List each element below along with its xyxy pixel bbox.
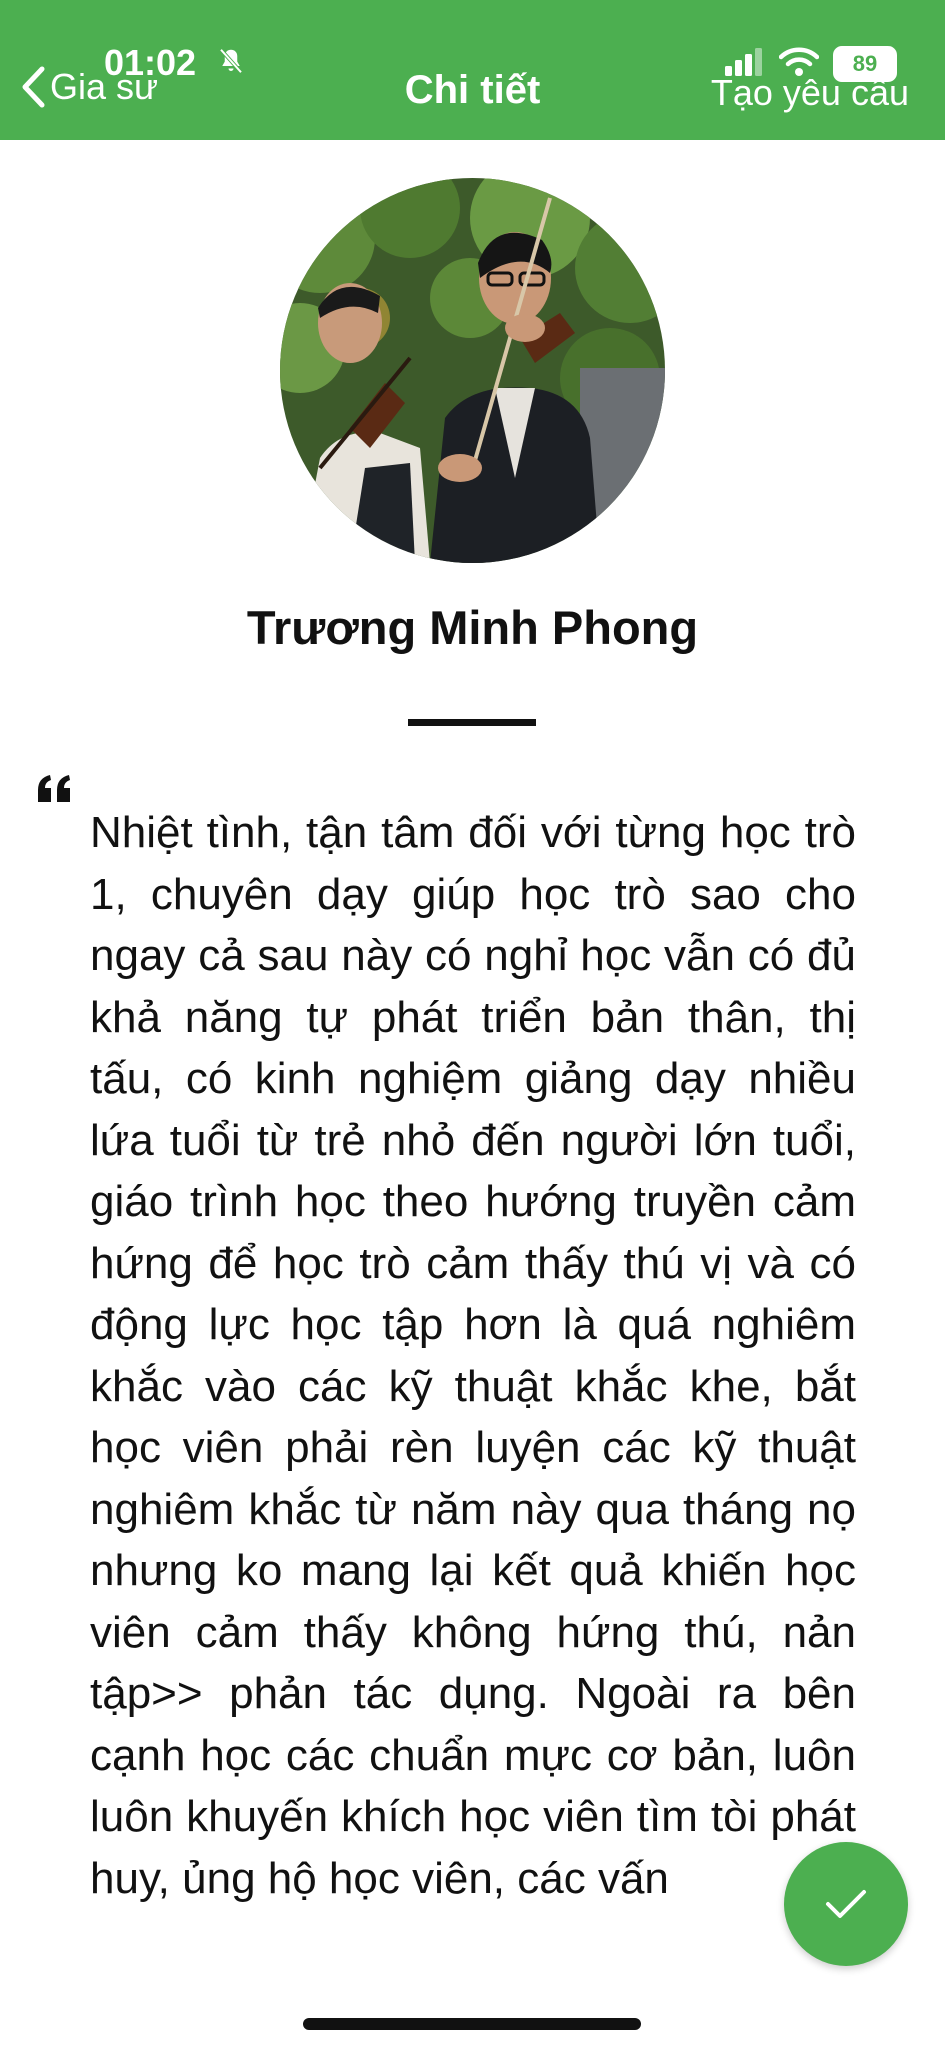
avatar	[280, 178, 665, 563]
status-time: 01:02	[104, 42, 197, 83]
battery-icon: 89	[833, 46, 897, 82]
divider	[408, 719, 536, 726]
top-bar	[0, 0, 945, 140]
page-title: Chi tiết	[404, 68, 541, 112]
quote-icon	[36, 772, 74, 809]
tutor-name: Trương Minh Phong	[246, 601, 699, 654]
checkmark-icon	[824, 1887, 868, 1921]
tutor-bio: Nhiệt tình, tận tâm đối với từng học trò 1, chuyên dạy giúp học trò sao cho ngay cả sau này có nghỉ học vẫn có đủ khả năng tự phát triển bản thân, thị tấu, có kinh nghiệm giảng dạy nhiều lứa tuổi từ trẻ nhỏ đến người lớn tuổi, giáo trình học theo hướng truyền cảm hứng để học trò cảm thấy thú vị và có động lực học tập hơn là quá nghiêm khắc vào các kỹ thuật khắc khe, bắt học viên phải rèn luyện các kỹ thuật nghiêm khắc từ năm này qua tháng nọ nhưng ko mang lại kết quả khiến học viên cảm thấy không hứng thú, nản tập>> phản tác dụng. Ngoài ra bên cạnh học các chuẩn mực cơ bản, luôn luôn khuyến khích học viên tìm tòi phát huy, ủng hộ học viên, các vấn	[90, 808, 856, 1903]
confirm-button[interactable]	[784, 1842, 908, 1966]
content-cutoff	[0, 1955, 945, 2048]
create-request-button[interactable]: Tạo yêu cầu	[710, 72, 909, 113]
back-label: Gia sư	[50, 66, 159, 107]
home-indicator[interactable]	[303, 2018, 641, 2030]
